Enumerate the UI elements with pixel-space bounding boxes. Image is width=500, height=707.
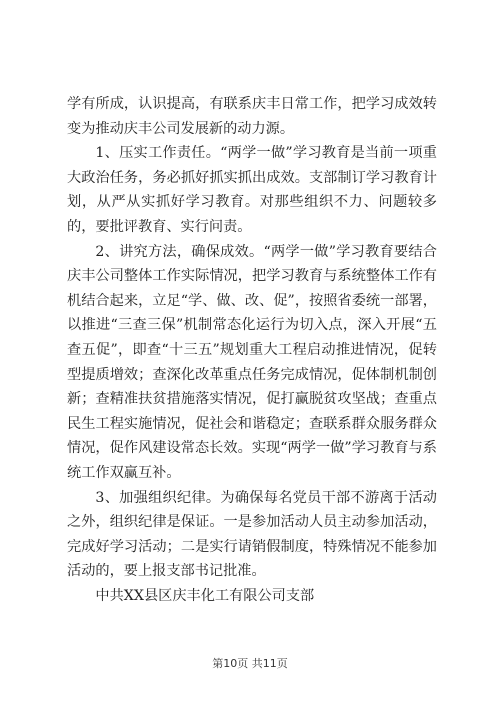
signature-line: 中共XX县区庆丰化工有限公司支部 [95, 587, 315, 604]
document-body [67, 92, 437, 608]
page-footer: 第10页 共11页 [212, 657, 288, 670]
paragraph-item-1: 1、压实工作责任。“两学一做”学习教育是当前一项重大政治任务，务必抓好抓实抓出成效。支部制订学习教育计划，从严从实抓好学习教育。对那些组织不力、问题较多的，要批评教育、实行问责。 [67, 145, 437, 235]
paragraph-item-2: 2、讲究方法，确保成效。“两学一做”学习教育要结合庆丰公司整体工作实际情况，把学习教育与系统整体工作有机结合起来，立足“学、做、改、促”，按照省委统一部署，以推进“三查三保”机制常态化运行为切入点，深入开展“五查五促”，即查“十三五”规划重大工程启动推进情况，促转型提质增效；查深化改革重点任务完成情况，促体制机制创新；查精准扶贫措施落实情况，促打赢脱贫攻坚战；查重点民生工程实施情况，促社会和谐稳定；查联系群众服务群众情况，促作风建设常态长效。实现“两学一做”学习教育与系统工作双赢互补。 [67, 243, 437, 481]
paragraph-item-3: 3、加强组织纪律。为确保每名党员干部不游离于活动之外，组织纪律是保证。一是参加活动人员主动参加活动，完成好学习活动；二是实行请销假制度，特殊情况不能参加活动的，要上报支部书记批准。 [67, 489, 437, 580]
paragraph-continuation: 学有所成，认识提高，有联系庆丰日常工作，把学习成效转变为推动庆丰公司发展新的动力源。 [67, 96, 437, 137]
